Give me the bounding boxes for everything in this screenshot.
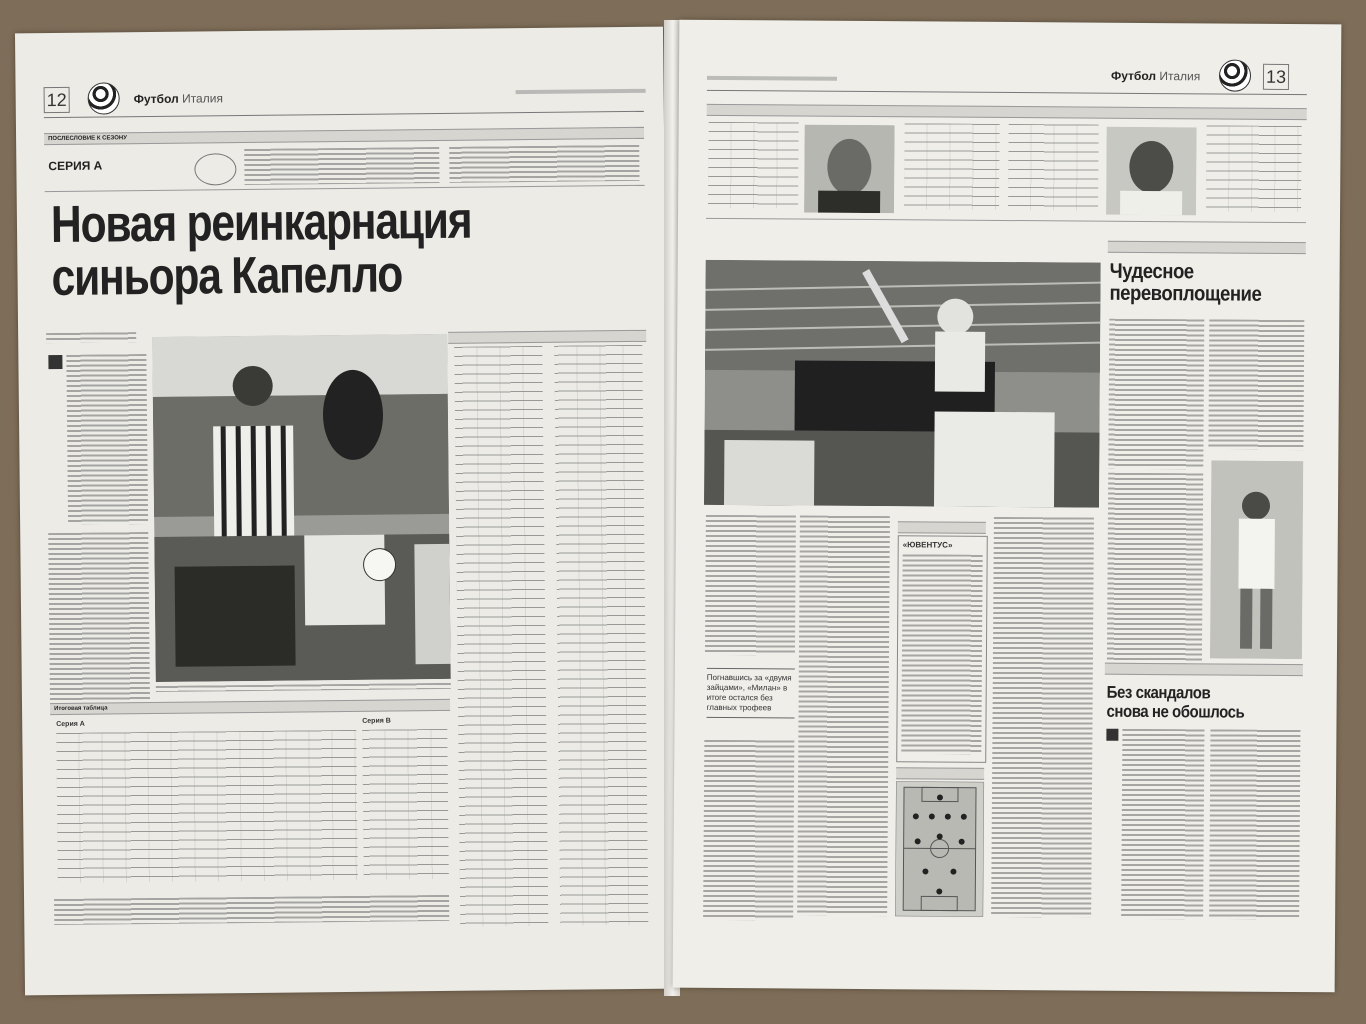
match-photo-left xyxy=(152,334,451,682)
team-box-title: «ЮВЕНТУС» xyxy=(902,540,953,550)
celebration-photo xyxy=(704,260,1101,508)
article2-band xyxy=(1105,663,1303,676)
right-section-title: Футбол Италия xyxy=(1110,68,1201,84)
article1-band xyxy=(1108,241,1306,254)
stats-list xyxy=(904,123,1000,210)
team-box-text xyxy=(901,554,982,755)
right-newspaper-page xyxy=(673,20,1342,993)
lineup-band xyxy=(896,767,984,780)
player-photo-right xyxy=(1210,460,1303,659)
serie-b-table xyxy=(362,729,449,880)
article1-column xyxy=(1208,319,1304,450)
article2-title-line-1: Без скандалов xyxy=(1106,682,1211,703)
article1-column xyxy=(1108,319,1204,470)
serie-a-table xyxy=(56,730,358,883)
main-article-column xyxy=(797,516,890,917)
left-masthead-date xyxy=(516,89,646,94)
article2-column xyxy=(1209,729,1300,920)
article2-title-line-2: снова не обошлось xyxy=(1106,701,1245,722)
serie-a-logo xyxy=(194,153,236,185)
article2-title xyxy=(1107,683,1318,722)
series-label: СЕРИЯ А xyxy=(48,158,103,174)
results-band xyxy=(448,330,646,344)
lead-text xyxy=(244,147,439,185)
left-newspaper-page xyxy=(15,27,673,996)
serie-a-table-label: Серия А xyxy=(56,720,85,729)
lead-text xyxy=(449,145,639,183)
stats-box xyxy=(706,118,1307,223)
right-masthead-date xyxy=(707,76,837,81)
football-icon xyxy=(1219,59,1251,91)
main-article-column xyxy=(991,517,1094,918)
article1-title-line-2: перевоплощение xyxy=(1109,281,1262,306)
stats-list xyxy=(1206,125,1302,212)
article1-title-line-1: Чудесное xyxy=(1109,259,1194,284)
article1-title xyxy=(1109,261,1321,306)
stats-list xyxy=(1008,124,1099,211)
band-label: ПОСЛЕСЛОВИЕ К СЕЗОНУ xyxy=(48,135,127,143)
pull-quote: Погнавшись за «двумя зайцами», «Милан» в итоге остался без главных трофеев xyxy=(707,668,795,719)
article-column xyxy=(48,532,150,703)
team-box xyxy=(896,535,988,763)
article2-column xyxy=(1121,729,1204,920)
serie-b-table-label: Серия В xyxy=(362,717,391,725)
right-page-number: 13 xyxy=(1263,64,1289,90)
results-column xyxy=(454,346,548,927)
byline xyxy=(46,332,136,343)
photo-caption xyxy=(156,683,451,692)
player-portrait xyxy=(1106,127,1197,216)
results-column xyxy=(554,345,648,926)
lineup-diagram xyxy=(895,781,984,917)
main-article-column xyxy=(705,515,796,656)
left-section-title: Футбол Италия xyxy=(133,91,223,107)
left-top-rule xyxy=(44,111,644,118)
football-icon xyxy=(88,82,120,114)
drop-cap xyxy=(1106,729,1118,741)
stats-list xyxy=(708,122,799,209)
article1-column xyxy=(1107,473,1203,664)
main-article-column xyxy=(703,740,794,921)
drop-cap xyxy=(48,355,62,369)
table-footnote xyxy=(54,895,449,925)
left-page-number: 12 xyxy=(44,87,70,113)
article-column xyxy=(66,354,148,525)
left-headline xyxy=(50,191,610,308)
headline-line-2: синьора Капелло xyxy=(51,245,403,308)
right-top-rule xyxy=(707,90,1307,95)
headline-line-1: Новая реинкарнация xyxy=(50,191,472,255)
player-portrait xyxy=(804,125,895,214)
series-header xyxy=(44,141,644,192)
table-header-label: Итоговая таблица xyxy=(54,705,108,713)
team-box-band xyxy=(898,521,986,534)
